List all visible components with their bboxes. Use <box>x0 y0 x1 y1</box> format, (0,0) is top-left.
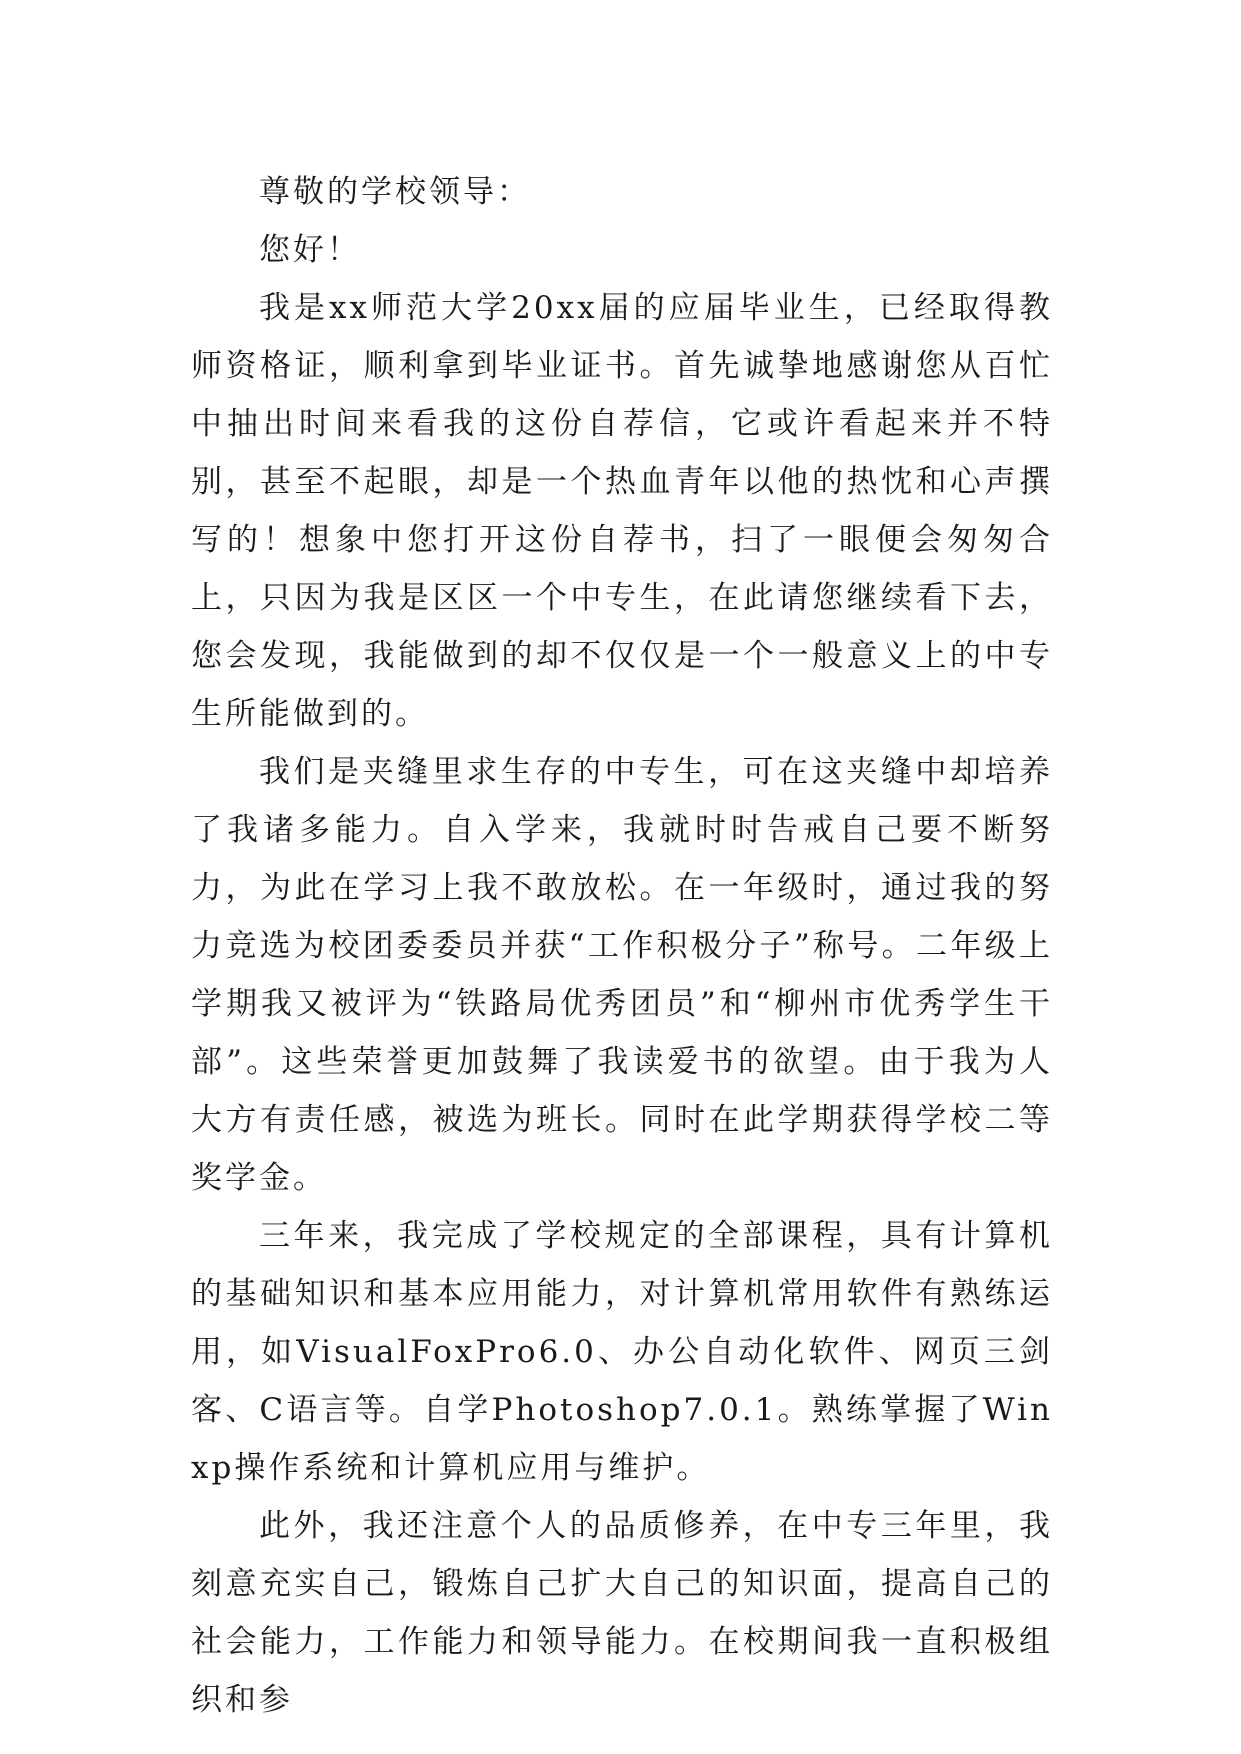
paragraph-personal-development: 此外，我还注意个人的品质修养，在中专三年里，我刻意充实自己，锻炼自己扩大自己的知识面，提高自己的社会能力，工作能力和领导能力。在校期间我一直积极组织和参 <box>191 1508 1053 1718</box>
salutation: 尊敬的学校领导： <box>259 174 531 210</box>
paragraph-introduction: 我是xx师范大学20xx届的应届毕业生，已经取得教师资格证，顺利拿到毕业证书。首先诚挚地感谢您从百忙中抽出时间来看我的这份自荐信，它或许看起来并不特别，甚至不起眼，却是一个热血青年以他的热忱和心声撰写的！想象中您打开这份自荐书，扫了一眼便会匆匆合上，只因为我是区区一个中专生，在此请您继续看下去，您会发现，我能做到的却不仅仅是一个一般意义上的中专生所能做到的。 <box>191 290 1053 732</box>
letter-body <box>191 163 1053 1729</box>
paragraph-computer-skills: 三年来，我完成了学校规定的全部课程，具有计算机的基础知识和基本应用能力，对计算机常用软件有熟练运用，如VisualFoxPro6.0、办公自动化软件、网页三剑客、C语言等。自学Photoshop7.0.1。熟练掌握了Winxp操作系统和计算机应用与维护。 <box>191 1218 1053 1486</box>
greeting: 您好！ <box>259 232 361 268</box>
paragraph-abilities-honors: 我们是夹缝里求生存的中专生，可在这夹缝中却培养了我诸多能力。自入学来，我就时时告戒自己要不断努力，为此在学习上我不敢放松。在一年级时，通过我的努力竞选为校团委委员并获“工作积极分子”称号。二年级上学期我又被评为“铁路局优秀团员”和“柳州市优秀学生干部”。这些荣誉更加鼓舞了我读爱书的欲望。由于我为人大方有责任感，被选为班长。同时在此学期获得学校二等奖学金。 <box>191 754 1053 1196</box>
